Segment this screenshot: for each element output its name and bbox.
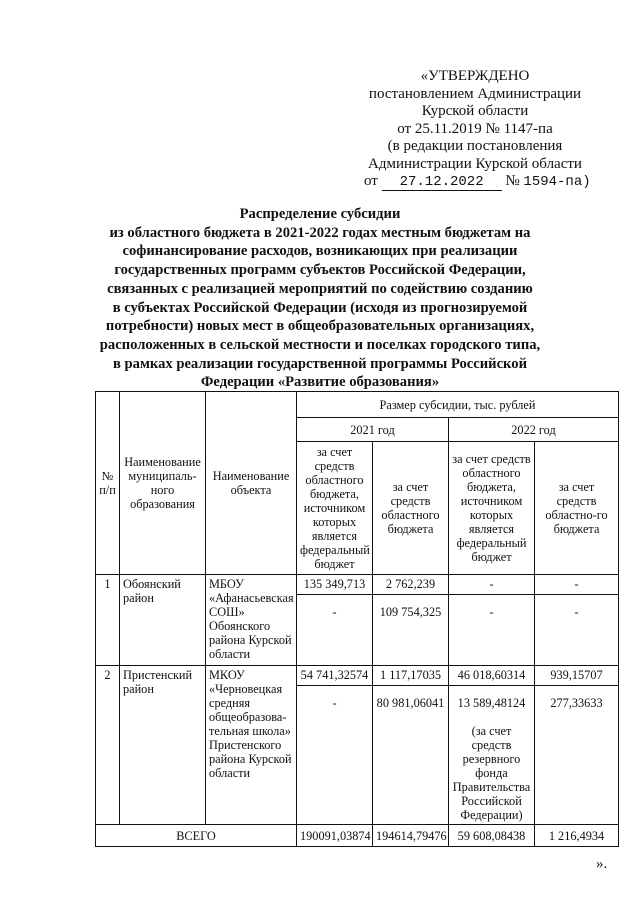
title-line: Распределение субсидии (239, 206, 401, 222)
total-2021-reg: 194614,79476 (373, 825, 449, 847)
amount-with-note (449, 685, 534, 822)
row-municipality: Обоянский район (120, 575, 206, 666)
amount: 277,33633 (535, 685, 618, 710)
header-year-2022: 2022 год (449, 418, 619, 442)
row-cell-2022-fed (449, 575, 535, 666)
row-municipality: Пристенский район (120, 666, 206, 825)
header-subsidy: Размер субсидии, тыс. рублей (297, 392, 619, 418)
total-2022-reg: 1 216,4934 (535, 825, 619, 847)
amount: 13 589,48124 (457, 696, 526, 710)
row-num: 1 (96, 575, 120, 666)
revision-date: 27.12.2022 (382, 175, 502, 191)
row-object: МКОУ «Черновецкая средняя общеобразова-тельная школа» Пристенского района Курской области (206, 666, 297, 825)
header-municipality: Наименование муниципаль-ного образования (120, 392, 206, 575)
title-line: расположенных в сельской местности и поселках городского типа, (99, 336, 541, 353)
row-object: МБОУ «Афанасьевская СОШ» Обоянского района Курской области (206, 575, 297, 666)
header-2022-federal: за счет средств областного бюджета, источником которых является федеральный бюджет (449, 442, 535, 575)
amount: 1 117,17035 (379, 668, 442, 682)
approval-line: Курской области (421, 103, 529, 119)
title-line: государственных программ субъектов Российской Федерации, (114, 262, 526, 279)
title-line: в рамках реализации государственной программы Российской (113, 355, 527, 372)
amount: 54 741,32574 (300, 668, 369, 682)
approval-line: постановлением Администрации (368, 85, 582, 102)
approval-line: от 25.11.2019 № 1147-па (397, 120, 553, 137)
approval-line: Администрации Курской области (368, 155, 582, 172)
row-cell-2022-reg (535, 575, 619, 666)
header-object: Наименование объекта (206, 392, 297, 575)
row-cell-2021-fed (297, 575, 373, 666)
amount: 2 762,239 (385, 577, 436, 591)
subsidy-table (95, 391, 619, 847)
row-cell-2022-reg (535, 666, 619, 825)
amount: 46 018,60314 (457, 668, 526, 682)
header-year-2021: 2021 год (297, 418, 449, 442)
row-cell-2021-reg (373, 666, 449, 825)
closing-quote: ». (596, 856, 608, 872)
title-line: Федерации «Развитие образования» (200, 374, 440, 391)
amount: - (489, 577, 494, 591)
header-2021-federal: за счет средств областного бюджета, источником которых является федеральный бюджет (297, 442, 373, 575)
total-row (96, 825, 619, 847)
header-2022-regional: за счет средств областно-го бюджета (535, 442, 619, 575)
title-line: софинансирование расходов, возникающих при реализации (122, 243, 518, 260)
total-label: ВСЕГО (96, 825, 297, 847)
amount: - (574, 577, 579, 591)
approval-line: (в редакции постановления (387, 138, 563, 154)
amount: - (297, 685, 372, 710)
title-line: потребности) новых мест в общеобразовательных организациях, (105, 318, 535, 335)
approval-stamp (340, 68, 610, 192)
document-title (60, 205, 580, 392)
revision-line (340, 173, 610, 192)
amount: 80 981,06041 (373, 685, 448, 710)
row-cell-2021-reg (373, 575, 449, 666)
row-num: 2 (96, 666, 120, 825)
amount: - (535, 594, 618, 619)
row-cell-2021-fed (297, 666, 373, 825)
reserve-fund-note: (за счет средств резервного фонда Правительства Российской Федерации) (452, 724, 531, 822)
amount: 939,15707 (550, 668, 603, 682)
total-2022-fed: 59 608,08438 (449, 825, 535, 847)
amount: 135 349,713 (303, 577, 366, 591)
title-line: в субъектах Российской Федерации (исходя из прогнозируемой (112, 299, 528, 316)
header-2021-regional: за счет средств областного бюджета (373, 442, 449, 575)
amount: - (297, 594, 372, 619)
amount: - (449, 594, 534, 619)
header-num: № п/п (96, 392, 120, 575)
ot-label: от (364, 173, 378, 189)
table-row (96, 575, 619, 666)
table-row (96, 666, 619, 825)
number-sign: № (505, 173, 520, 189)
title-line: из областного бюджета в 2021-2022 годах местным бюджетам на (109, 224, 531, 241)
row-cell-2022-fed (449, 666, 535, 825)
amount: 109 754,325 (373, 594, 448, 619)
approval-line: «УТВЕРЖДЕНО (420, 68, 530, 84)
title-line: связанных с реализацией мероприятий по содействию созданию (107, 280, 533, 297)
total-2021-fed: 190091,03874 (297, 825, 373, 847)
revision-number: 1594-па) (523, 174, 591, 190)
